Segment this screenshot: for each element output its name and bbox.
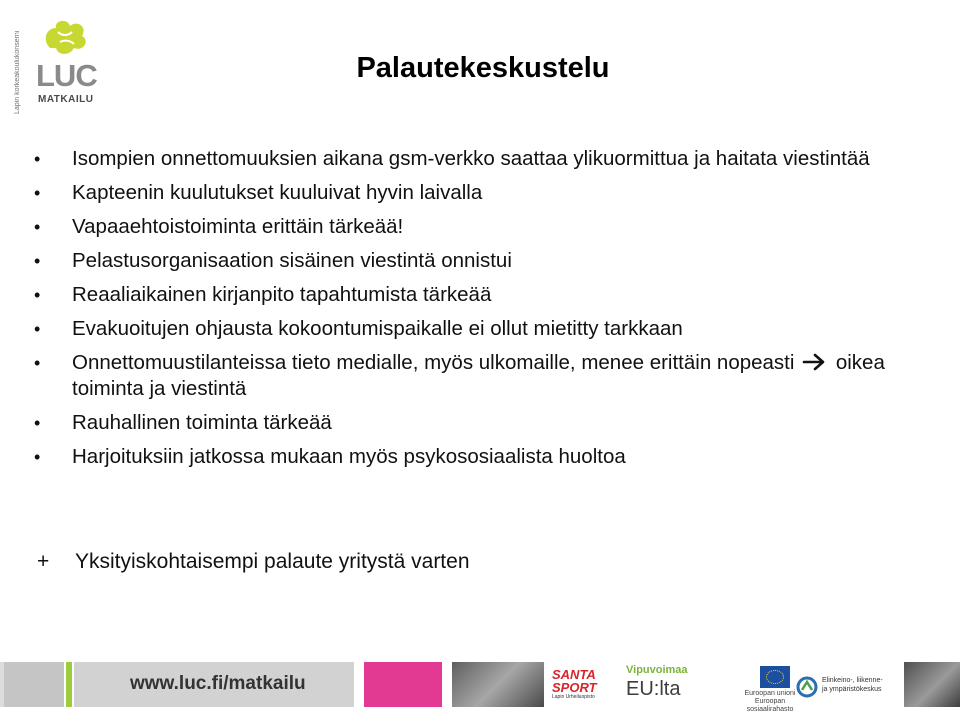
list-item-text: Rauhallinen toiminta tärkeää — [72, 411, 332, 434]
santa-logo-subtitle: Lapin Urheiluopisto — [552, 694, 595, 700]
plus-symbol: + — [37, 550, 50, 573]
footer-grey-block — [0, 662, 64, 707]
list-item-text: Vapaaehtoistoiminta erittäin tärkeää! — [72, 215, 404, 238]
list-item — [34, 214, 914, 240]
ely-text: Elinkeino-, liikenne- ja ympäristökeskus — [822, 677, 883, 693]
bullet-dot: • — [34, 413, 41, 433]
list-item — [34, 282, 914, 308]
bullet-list — [34, 146, 914, 470]
eu-flag-icon — [760, 666, 790, 688]
logo-vertical-text: Lapin korkeakoulukonserni — [14, 30, 21, 114]
vipuvoimaa-logo — [626, 664, 736, 714]
list-item-text-continued: oikea toiminta ja viestintä — [72, 351, 885, 400]
bullet-dot: • — [34, 251, 41, 271]
list-item-text: Harjoituksiin jatkossa mukaan myös psykososiaalista huoltoa — [72, 445, 626, 468]
bullet-dot: • — [34, 217, 41, 237]
santa-logo-line2: SPORT — [552, 680, 597, 695]
footer-light-strip — [0, 662, 4, 707]
bullet-dot: • — [34, 183, 41, 203]
vip-title: Vipuvoimaa — [626, 664, 688, 676]
list-item — [34, 180, 914, 206]
list-item — [34, 146, 914, 172]
list-item-text: Onnettomuustilanteissa tieto medialle, myös ulkomaille, menee erittäin nopeasti — [72, 351, 795, 374]
footer-banner — [0, 662, 960, 720]
eu-fund-text: Euroopan unioni Euroopan sosiaalirahasto — [744, 690, 796, 713]
logo-name: LUC — [36, 58, 97, 93]
list-item — [34, 350, 914, 402]
footer-pink-block — [364, 662, 442, 707]
bullet-dot: • — [34, 149, 41, 169]
list-item-text: Isompien onnettomuuksien aikana gsm-verkko saattaa ylikuormittua ja haitata viestintää — [72, 147, 870, 170]
logo-subtitle: MATKAILU — [38, 94, 94, 105]
list-item-text: Kapteenin kuulutukset kuuluivat hyvin laivalla — [72, 181, 483, 204]
slide-title: Palautekeskustelu — [356, 52, 610, 84]
plus-note-text: Yksityiskohtaisempi palaute yritystä varten — [75, 550, 470, 573]
footer-photo-right — [904, 662, 960, 707]
footer-green-strip — [66, 662, 72, 707]
bullet-dot: • — [34, 353, 41, 373]
santa-logo-line1: SANTA — [552, 667, 596, 682]
list-item — [34, 410, 914, 436]
bullet-dot: • — [34, 319, 41, 339]
vip-eu-text: EU:lta — [626, 678, 681, 700]
ely-icon — [796, 676, 818, 698]
footer-url-link[interactable]: www.luc.fi/matkailu — [130, 673, 306, 694]
list-item-text: Reaaliaikainen kirjanpito tapahtumista tärkeää — [72, 283, 492, 306]
santa-sport-logo — [552, 668, 610, 704]
plus-note — [37, 550, 470, 574]
list-item — [34, 444, 914, 470]
arrow-right-icon — [802, 353, 828, 371]
footer-photo — [452, 662, 544, 707]
list-item — [34, 248, 914, 274]
bullet-dot: • — [34, 447, 41, 467]
bullet-dot: • — [34, 285, 41, 305]
list-item-text: Evakuoitujen ohjausta kokoontumispaikalle ei ollut mietitty tarkkaan — [72, 317, 683, 340]
list-item — [34, 316, 914, 342]
list-item-text: Pelastusorganisaation sisäinen viestintä onnistui — [72, 249, 512, 272]
